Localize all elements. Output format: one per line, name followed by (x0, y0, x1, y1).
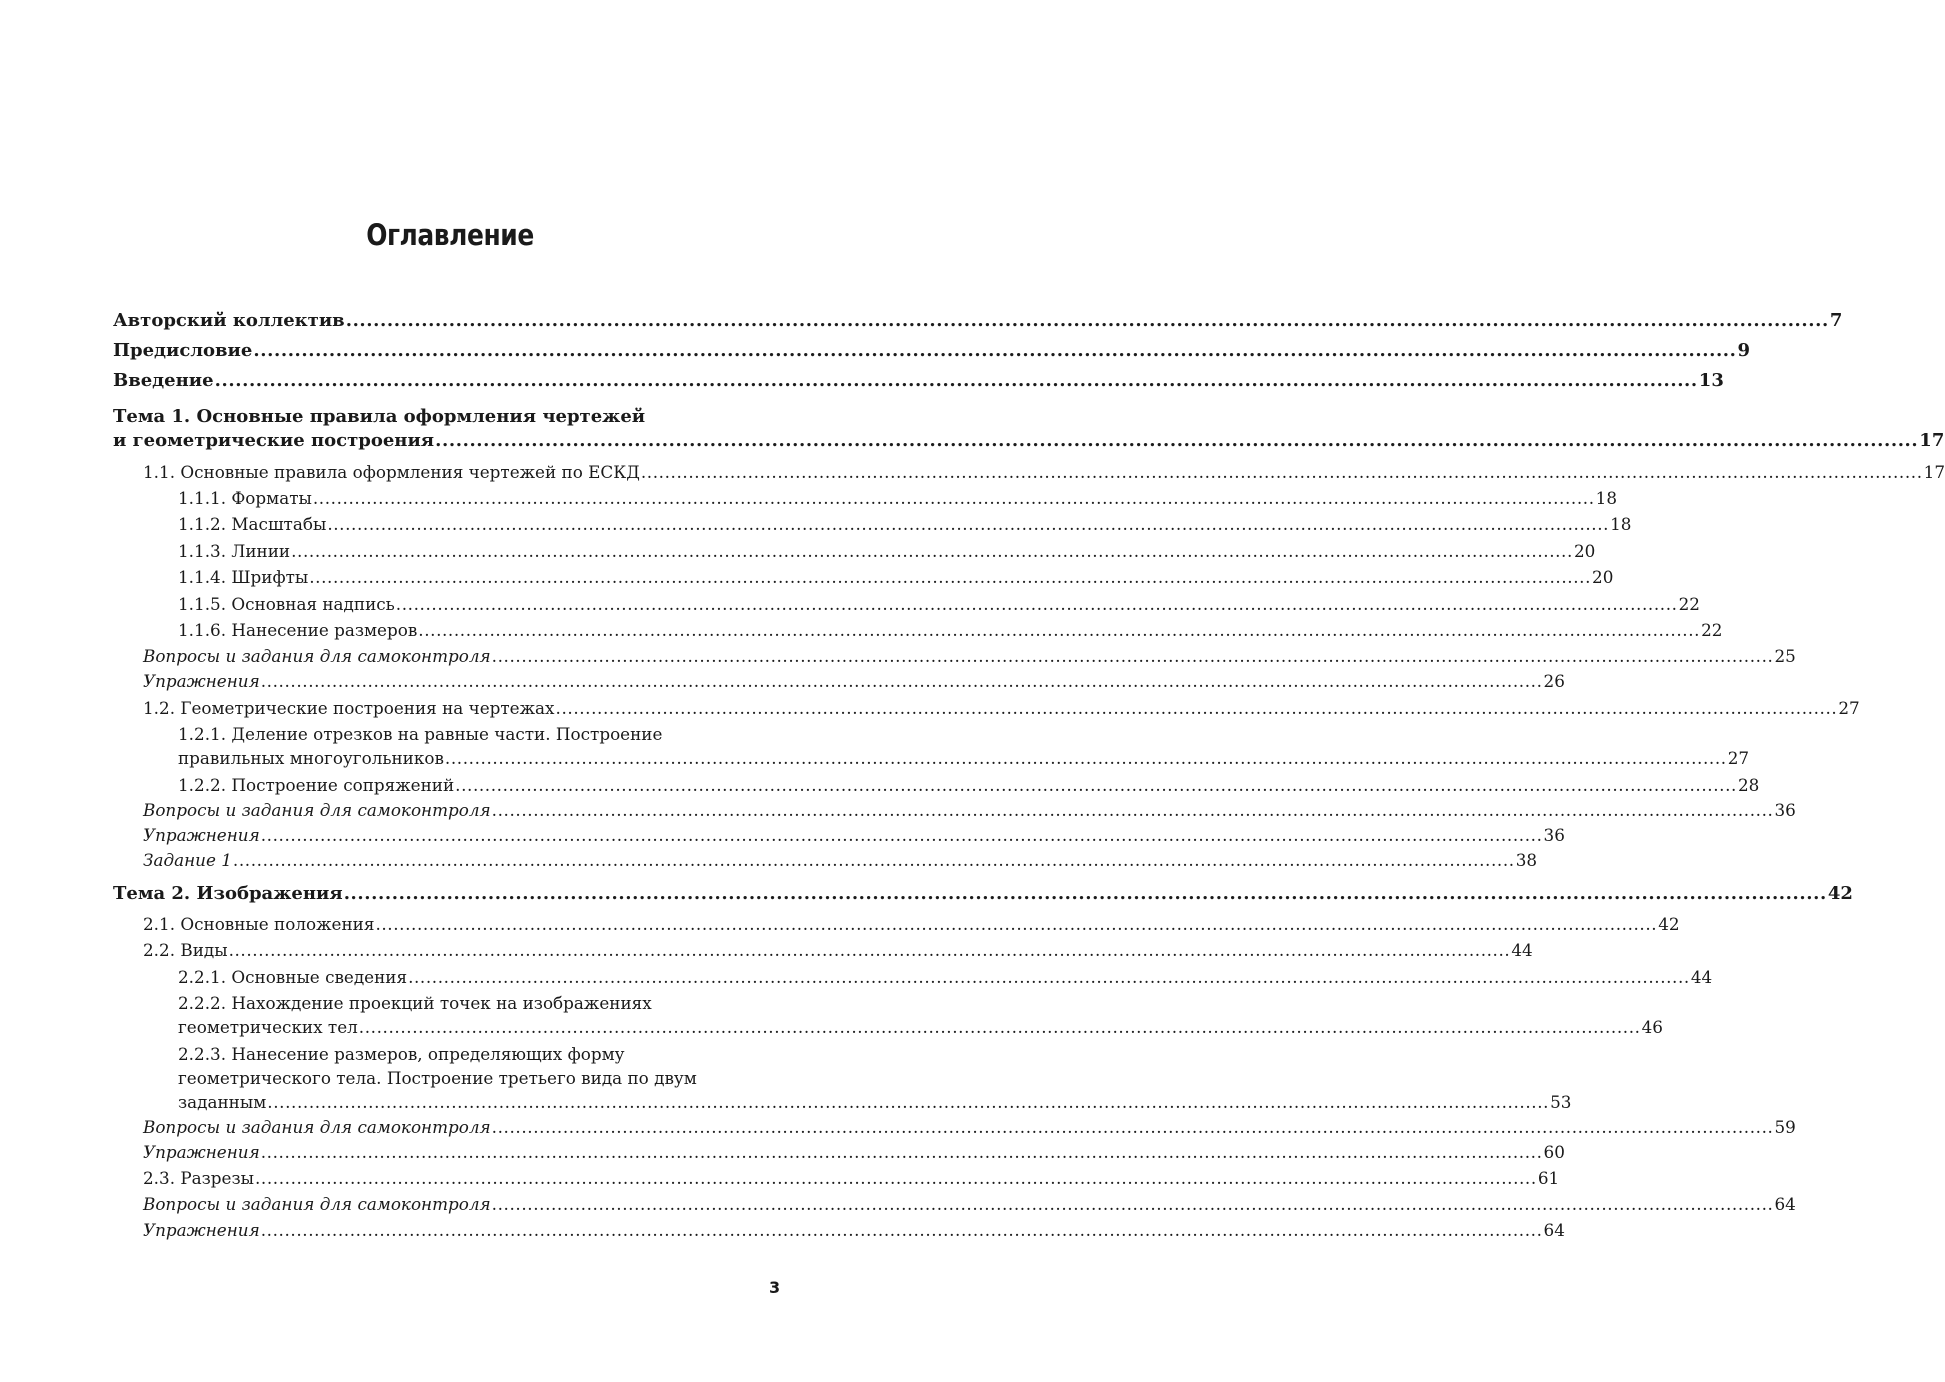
toc-entry[interactable] (113, 405, 1945, 453)
toc-entry-title: Введение (113, 370, 214, 391)
toc-entry[interactable] (178, 539, 1596, 563)
toc-entry-title: 2.1. Основные положения (143, 914, 375, 934)
toc-entry-page: 59 (1774, 1117, 1796, 1137)
toc-entry-page: 7 (1829, 310, 1843, 331)
toc-entry[interactable] (143, 938, 1533, 962)
dot-leader (492, 1115, 1774, 1139)
dot-leader (492, 644, 1774, 668)
toc-entry-title: Упражнения (143, 671, 260, 691)
dot-leader (492, 1192, 1774, 1216)
dot-leader (291, 539, 1573, 563)
toc-entry[interactable] (178, 1042, 1572, 1114)
toc-entry-page: 22 (1678, 594, 1700, 614)
toc-entry-page: 25 (1774, 646, 1796, 666)
dot-leader (396, 592, 1678, 616)
toc-entry-title: 1.2. Геометрические построения на чертежах (143, 698, 555, 718)
toc-entry-title: Авторский коллектив (113, 310, 345, 331)
toc-entry-page: 36 (1774, 800, 1796, 820)
toc-entry-title: 2.3. Разрезы (143, 1168, 254, 1188)
dot-leader (418, 618, 1700, 642)
toc-entry-page: 42 (1827, 883, 1853, 904)
dot-leader (229, 938, 1511, 962)
dot-leader (455, 773, 1737, 797)
toc-entry[interactable] (143, 848, 1538, 872)
toc-entry-page: 17 (1919, 430, 1945, 451)
dot-leader (261, 669, 1543, 693)
toc-entry-title: Вопросы и задания для самоконтроля (143, 1117, 491, 1137)
toc-entry-page: 36 (1543, 825, 1565, 845)
page-title: Оглавление (366, 218, 534, 252)
toc-entry[interactable] (143, 798, 1796, 822)
toc-entry-page: 20 (1592, 567, 1614, 587)
toc-entry-title: заданным (178, 1092, 267, 1112)
toc-entry[interactable] (178, 592, 1700, 616)
toc-entry-title: 2.2. Виды (143, 940, 228, 960)
toc-entry-title: 2.2.2. Нахождение проекций точек на изображениях (178, 993, 652, 1013)
toc-entry[interactable] (178, 565, 1614, 589)
toc-entry-title: 1.1.5. Основная надпись (178, 594, 395, 614)
toc-entry-title: Задание 1 (143, 850, 232, 870)
toc-entry-page: 17 (1923, 462, 1945, 482)
dot-leader (309, 565, 1591, 589)
toc-entry-title: Вопросы и задания для самоконтроля (143, 1194, 491, 1214)
toc-entry[interactable] (143, 669, 1565, 693)
dot-leader (492, 798, 1774, 822)
toc-entry-title: Предисловие (113, 340, 253, 361)
dot-leader (641, 460, 1923, 484)
toc-entry-page: 53 (1550, 1092, 1572, 1112)
toc-entry-title: 1.1.2. Масштабы (178, 514, 327, 534)
toc-entry-title: Вопросы и задания для самоконтроля (143, 646, 491, 666)
toc-entry[interactable] (178, 991, 1663, 1039)
toc-entry-title: геометрического тела. Построение третьего вида по двум (178, 1068, 697, 1088)
toc-entry-title: геометрических тел (178, 1017, 358, 1037)
dot-leader (261, 1140, 1543, 1164)
toc-entry-title: 1.1.3. Линии (178, 541, 291, 561)
dot-leader (359, 1015, 1641, 1039)
toc-entry[interactable] (143, 1218, 1565, 1242)
toc-entry-page: 38 (1515, 850, 1538, 870)
toc-entry-page: 27 (1838, 698, 1860, 718)
toc-entry-page: 44 (1690, 967, 1713, 987)
toc-entry[interactable] (113, 369, 1724, 393)
toc-entry-title: 2.2.3. Нанесение размеров, определяющих форму (178, 1044, 625, 1064)
toc-entry-title: Упражнения (143, 1220, 260, 1240)
toc-entry[interactable] (178, 722, 1750, 770)
toc-entry[interactable] (143, 912, 1680, 936)
dot-leader (435, 429, 1918, 453)
toc-entry[interactable] (178, 486, 1618, 510)
toc-entry-title: Тема 2. Изображения (113, 883, 343, 904)
toc-entry[interactable] (113, 339, 1751, 363)
dot-leader (255, 1166, 1537, 1190)
dot-leader (408, 965, 1690, 989)
toc-entry-page: 22 (1701, 620, 1723, 640)
dot-leader (233, 848, 1515, 872)
toc-entry-page: 26 (1543, 671, 1565, 691)
toc-entry[interactable] (143, 1115, 1796, 1139)
toc-entry-page: 20 (1573, 541, 1596, 561)
dot-leader (344, 882, 1827, 906)
page-number: 3 (769, 1278, 781, 1297)
dot-leader (215, 369, 1698, 393)
toc-entry-title: 1.2.1. Деление отрезков на равные части. Построение (178, 724, 663, 744)
dot-leader (445, 746, 1727, 770)
toc-entry-title: Упражнения (143, 1142, 260, 1162)
dot-leader (261, 1218, 1543, 1242)
dot-leader (346, 309, 1829, 333)
toc-entry-title: правильных многоугольников (178, 748, 444, 768)
toc-entry-title: 1.1.6. Нанесение размеров (178, 620, 418, 640)
toc-entry-title: 2.2.1. Основные сведения (178, 967, 408, 987)
dot-leader (313, 486, 1595, 510)
toc-entry-page: 28 (1737, 775, 1760, 795)
toc-entry-title: 1.1.1. Форматы (178, 488, 312, 508)
toc-entry-page: 64 (1543, 1220, 1565, 1240)
toc-entry[interactable] (178, 965, 1713, 989)
toc-entry[interactable] (178, 773, 1760, 797)
dot-leader (253, 339, 1736, 363)
toc-entry-page: 18 (1610, 514, 1632, 534)
toc-entry-title: Упражнения (143, 825, 260, 845)
toc-entry-title: и геометрические построения (113, 430, 435, 451)
toc-entry[interactable] (143, 1192, 1796, 1216)
toc-entry[interactable] (178, 512, 1632, 536)
toc-entry-title: 1.2.2. Построение сопряжений (178, 775, 455, 795)
toc-entry[interactable] (143, 696, 1860, 720)
toc-entry-page: 64 (1774, 1194, 1796, 1214)
dot-leader (375, 912, 1657, 936)
dot-leader (327, 512, 1609, 536)
toc-entry-page: 44 (1511, 940, 1533, 960)
toc-entry[interactable] (113, 309, 1843, 333)
toc-entry-page: 46 (1641, 1017, 1663, 1037)
toc-entry-page: 61 (1537, 1168, 1560, 1188)
toc-entry[interactable] (113, 882, 1853, 906)
toc-entry[interactable] (178, 618, 1723, 642)
toc-entry-title: Тема 1. Основные правила оформления чертежей (113, 406, 646, 427)
toc-entry-page: 42 (1658, 914, 1680, 934)
toc-entry-title: Вопросы и задания для самоконтроля (143, 800, 491, 820)
toc-entry-page: 9 (1737, 340, 1751, 361)
toc-entry[interactable] (143, 644, 1796, 668)
toc-entry-page: 13 (1698, 370, 1724, 391)
dot-leader (261, 823, 1543, 847)
dot-leader (267, 1090, 1549, 1114)
dot-leader (556, 696, 1838, 720)
toc-entry-title: 1.1.4. Шрифты (178, 567, 309, 587)
toc-entry[interactable] (143, 1140, 1565, 1164)
toc-entry[interactable] (143, 1166, 1560, 1190)
toc-entry-page: 27 (1727, 748, 1750, 768)
toc-entry-title: 1.1. Основные правила оформления чертежей по ЕСКД (143, 462, 640, 482)
toc-entry-page: 60 (1543, 1142, 1565, 1162)
toc-entry-page: 18 (1595, 488, 1618, 508)
toc-entry[interactable] (143, 460, 1945, 484)
toc-entry[interactable] (143, 823, 1565, 847)
